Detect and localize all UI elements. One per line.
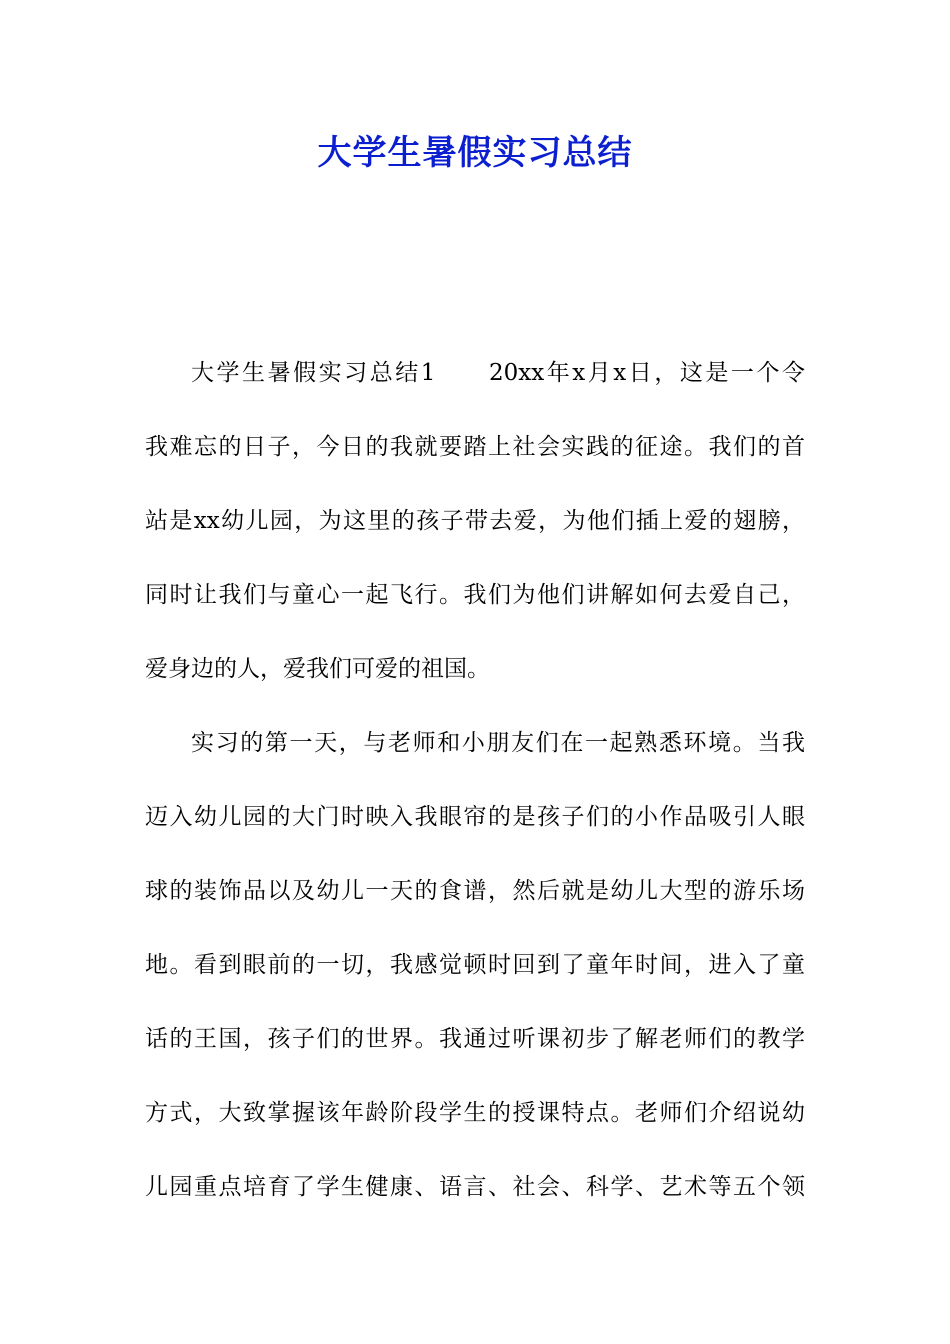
paragraph-line: 地。看到眼前的一切，我感觉顿时回到了童年时间，进入了童 <box>145 952 805 978</box>
document-title: 大学生暑假实习总结 <box>317 133 633 173</box>
document-body <box>145 336 805 1224</box>
paragraph-line: 我难忘的日子，今日的我就要踏上社会实践的征途。我们的首 <box>145 434 805 460</box>
paragraph-line: 爱身边的人，爱我们可爱的祖国。 <box>145 656 490 682</box>
paragraph-line: 同时让我们与童心一起飞行。我们为他们讲解如何去爱自己， <box>145 582 805 608</box>
paragraph-line: 话的王国，孩子们的世界。我通过听课初步了解老师们的教学 <box>145 1026 805 1052</box>
paragraph-2 <box>145 706 805 1224</box>
paragraph-line: 大学生暑假实习总结1 20xx年x月x日，这是一个令 <box>191 360 805 386</box>
paragraph-line: 方式，大致掌握该年龄阶段学生的授课特点。老师们介绍说幼 <box>145 1100 805 1126</box>
paragraph-1 <box>145 336 805 706</box>
paragraph-line: 儿园重点培育了学生健康、语言、社会、科学、艺术等五个领 <box>145 1174 805 1200</box>
paragraph-line: 迈入幼儿园的大门时映入我眼帘的是孩子们的小作品吸引人眼 <box>145 804 805 830</box>
paragraph-line: 实习的第一天，与老师和小朋友们在一起熟悉环境。当我 <box>191 730 805 756</box>
paragraph-line: 站是xx幼儿园，为这里的孩子带去爱，为他们插上爱的翅膀， <box>145 508 805 534</box>
paragraph-line: 球的装饰品以及幼儿一天的食谱，然后就是幼儿大型的游乐场 <box>145 878 805 904</box>
